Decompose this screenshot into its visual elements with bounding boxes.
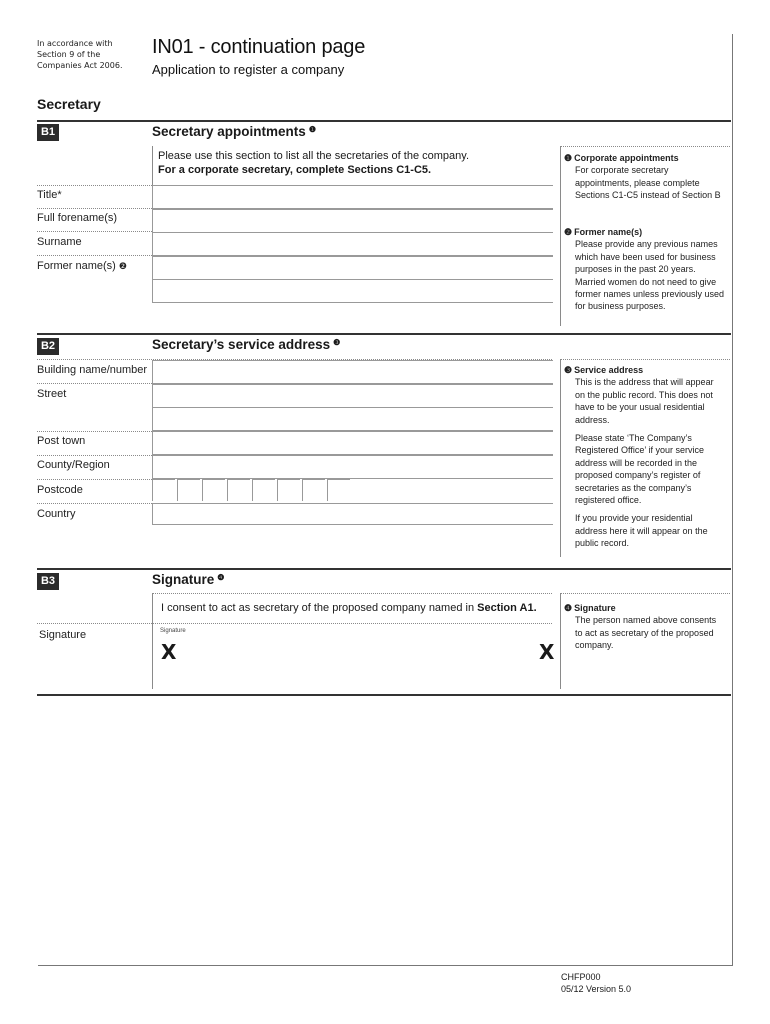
street-input-1[interactable] — [152, 384, 553, 408]
forenames-label: Full forename(s) — [37, 212, 118, 224]
page-frame-right — [732, 34, 733, 966]
b2-top-rule — [37, 333, 731, 335]
surname-label: Surname — [37, 236, 82, 248]
country-label: Country — [37, 508, 76, 520]
signature-label: Signature — [39, 629, 87, 641]
b2-divider — [37, 383, 152, 384]
b3-consent-top — [152, 593, 552, 594]
b1-title: Secretary appointments $^❶$ — [152, 124, 316, 139]
former-names-label: Former name(s) ❷ — [37, 260, 127, 272]
b3-badge: B3 — [37, 573, 59, 590]
form-title: IN01 - continuation page — [152, 36, 366, 58]
postcode-cell[interactable] — [252, 479, 275, 501]
note-4-icon: ❹ — [564, 603, 573, 613]
postcode-cell[interactable] — [177, 479, 200, 501]
signature-box[interactable] — [153, 624, 555, 689]
note-former-names: ❷ Former name(s) Please provide any previous names which have been used for business purposes in the past 20 years. Married women do not need to give former names unless previously used for business purposes. — [564, 227, 725, 312]
postcode-cell[interactable] — [202, 479, 225, 501]
b2-divider — [37, 503, 152, 504]
postcode-cell[interactable] — [327, 479, 350, 501]
post-town-input[interactable] — [152, 431, 553, 455]
surname-input[interactable] — [152, 232, 553, 256]
b3-notes-top — [560, 593, 730, 594]
b1-top-rule — [37, 120, 731, 122]
b2-divider — [37, 455, 152, 456]
county-input[interactable] — [152, 455, 553, 479]
postcode-cell[interactable] — [302, 479, 325, 501]
note-signature: ❹ Signature The person named above consents to act as secretary of the proposed company. — [564, 603, 717, 651]
building-input[interactable] — [152, 360, 553, 384]
b3-bottom-rule — [37, 694, 731, 696]
b2-badge: B2 — [37, 338, 59, 355]
consent-statement: I consent to act as secretary of the proposed company named in Section A1. — [161, 602, 537, 614]
b1-divider — [37, 255, 152, 256]
b1-badge: B1 — [37, 124, 59, 141]
b2-notes-rule — [560, 359, 561, 557]
street-label: Street — [37, 388, 67, 400]
title-label: Title* — [37, 189, 62, 201]
title-input[interactable] — [152, 185, 553, 209]
building-label: Building name/number — [37, 364, 148, 376]
street-input-2[interactable] — [152, 407, 553, 431]
forenames-input[interactable] — [152, 209, 553, 233]
note-1-icon: ❶ — [564, 153, 573, 163]
b1-divider — [37, 231, 152, 232]
b1-divider — [37, 208, 152, 209]
note-corporate-appointments: ❶ Corporate appointments For corporate secretary appointments, please complete Sections C1-C5 instead of Section B — [564, 153, 721, 201]
b3-notes-rule — [560, 593, 561, 689]
former-names-input-2[interactable] — [152, 279, 553, 303]
note-2-icon: ❷ — [564, 227, 573, 237]
postcode-cell[interactable] — [152, 479, 175, 501]
signature-box-caption: Signature — [160, 628, 186, 634]
b2-divider — [37, 479, 152, 480]
note-3-icon: ❸ — [564, 365, 573, 375]
b1-notes-top — [560, 146, 730, 147]
b2-divider — [37, 431, 152, 432]
b2-notes-top — [560, 359, 730, 360]
page-frame-bottom — [38, 965, 732, 966]
county-label: County/Region — [37, 459, 110, 471]
note-service-address: ❸ Service address This is the address that will appear on the public record. This does not have to be your usual residential address. Please state ‘The Company’s Registered Office’ if your service address will be recorded in the proposed company’s register of secretaries as the company’s registered office. If you provide your residential address here it will appear on the public record. — [564, 365, 714, 549]
section-heading: Secretary — [37, 96, 101, 112]
form-subtitle: Application to register a company — [152, 62, 345, 77]
postcode-label: Postcode — [37, 484, 83, 496]
b3-top-rule — [37, 568, 731, 570]
legal-reference: In accordance with Section 9 of the Companies Act 2006. — [37, 39, 123, 70]
b1-instructions: Please use this section to list all the secretaries of the company. For a corporate secretary, complete Sections C1-C5. — [158, 150, 470, 176]
note-ref-1-icon: ❶ — [308, 125, 316, 134]
post-town-label: Post town — [37, 435, 86, 447]
country-input[interactable] — [152, 503, 553, 525]
b3-title: Signature $^❹$ — [152, 572, 225, 587]
b1-instruction-rule — [152, 146, 153, 186]
note-ref-3-icon: ❸ — [333, 338, 341, 347]
postcode-cell[interactable] — [227, 479, 250, 501]
signature-x-mark-right: X — [539, 640, 555, 664]
note-ref-2-icon: ❷ — [118, 261, 127, 271]
b1-notes-rule — [560, 146, 561, 326]
postcode-input[interactable] — [152, 479, 362, 501]
postcode-cell[interactable] — [277, 479, 300, 501]
former-names-input-1[interactable] — [152, 256, 553, 280]
note-ref-4-icon: ❹ — [217, 573, 225, 582]
b3-consent-rule — [152, 593, 153, 623]
form-version: CHFP000 05/12 Version 5.0 — [561, 972, 632, 994]
signature-x-mark-left: X — [161, 640, 177, 664]
b2-title: Secretary’s service address $^❸$ — [152, 337, 341, 352]
